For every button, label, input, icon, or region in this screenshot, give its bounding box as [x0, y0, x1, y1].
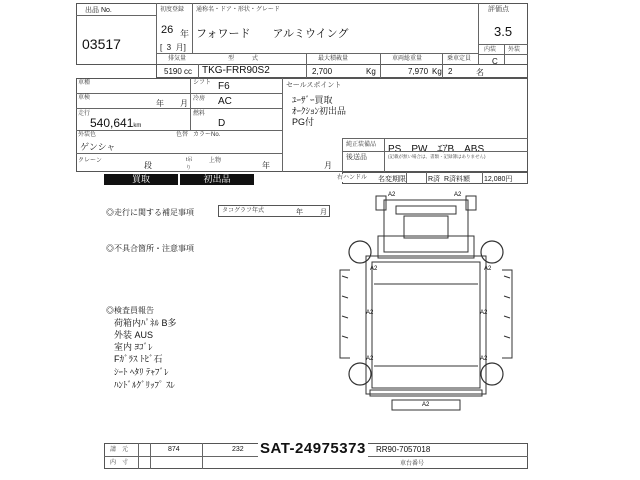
divider [198, 64, 199, 78]
sales-point: ｵｰｸｼｮﾝ初出品 [292, 106, 347, 116]
color-code-label: カラーNo. [193, 132, 221, 138]
truck-diagram [336, 186, 516, 416]
score: 3.5 [494, 24, 513, 39]
displacement-unit: cc [184, 67, 193, 76]
car-name-label: 通称名・ドア・形状・グレード [196, 7, 280, 13]
type-label: 車種 [78, 80, 91, 86]
crane-tsuri: t吊り [186, 157, 193, 171]
capacity-unit: 名 [476, 68, 484, 77]
first-listing-button[interactable]: 初出品 [180, 174, 254, 185]
exterior-grade: C [492, 57, 498, 66]
recycle-label: R済料額 [444, 176, 471, 183]
displacement [164, 67, 192, 76]
tacho-month-unit: 月 [320, 209, 327, 216]
recycle-unit: 円 [505, 176, 513, 183]
capacity: 2 [448, 67, 453, 76]
lift-year-unit: 年 [262, 161, 270, 170]
divider [76, 153, 282, 154]
name-change-label: 名変期限 [378, 176, 406, 183]
max-load-label: 最大積載量 [318, 56, 349, 62]
ext-color: ゲンシャ [80, 142, 116, 152]
sales-point: PG付 [292, 117, 315, 127]
divider [342, 138, 343, 172]
frame-number: RR90-7057018 [376, 445, 431, 454]
inspector-line: ｼｰﾄ ﾍﾀﾘ ﾃｬﾌﾞﾚ [114, 367, 169, 377]
model: TKG-FRR90S2 [202, 65, 270, 76]
divider [156, 3, 157, 65]
exterior-label: 外装 [508, 47, 521, 53]
damage-mark: A2 [388, 192, 396, 198]
mileage [90, 116, 141, 130]
claim-value-1: 874 [168, 446, 180, 453]
sales-title: セールスポイント [286, 82, 342, 89]
mileage-label: 走行 [78, 111, 91, 117]
weight-unit: Kg [432, 67, 442, 76]
damage-mark: A2 [370, 266, 378, 272]
stock-code: SAT-24975373 [260, 440, 366, 457]
inspection-year-unit: 年 [156, 99, 164, 108]
divider [478, 54, 528, 55]
handle-label: 右ハンドル [337, 175, 368, 181]
car-name: フォワード アルミウイング [196, 28, 349, 40]
divider [342, 138, 528, 139]
crane-dan: 段 [144, 161, 152, 170]
reg-month-value: 3 [166, 43, 172, 52]
divider [406, 172, 407, 184]
inner-label: 内 寸 [110, 460, 129, 466]
inspector-line: 室内 ﾖｺﾞﾚ [114, 342, 153, 352]
divider [192, 3, 193, 53]
recycle-amount: 12,080 [484, 176, 506, 183]
max-load-unit: Kg [366, 67, 376, 76]
inspector-title: ◎検査員報告 [106, 306, 154, 315]
displacement-value: 5190 [164, 67, 182, 76]
crane-label: クレーン [78, 158, 102, 164]
mileage-value: 540,641 [90, 116, 134, 130]
divider [380, 53, 381, 78]
divider [282, 78, 283, 172]
inspector-line: 外装 AUS [114, 330, 154, 340]
divider [478, 44, 528, 45]
first-reg-label: 初度登録 [160, 7, 185, 13]
damage-mark: A2 [366, 310, 374, 316]
divider [150, 443, 151, 469]
lot-number: 03517 [82, 36, 121, 52]
claim-label: 請 元 [110, 447, 129, 453]
sales-point: ﾕｰｻﾞｰ買取 [292, 95, 333, 105]
damage-mark: A2 [366, 356, 374, 362]
displacement-label: 排気量 [168, 56, 187, 62]
divider [76, 108, 282, 109]
inspection-month-unit: 月 [180, 99, 188, 108]
tacho-label: タコグラフ年式 [222, 208, 265, 214]
reg-month-unit: 月 [175, 43, 184, 52]
claim-value-2: 232 [232, 446, 244, 453]
divider [342, 151, 528, 152]
ac: AC [218, 96, 232, 107]
lift-month-unit: 月 [324, 161, 332, 170]
recycle-value [484, 174, 512, 184]
score-label: 評価点 [488, 6, 509, 13]
divider [478, 3, 479, 65]
lot-number-label: 出品 No. [85, 7, 112, 14]
rear-note: (記載が無い場合は、書類・記録簿はありません) [388, 154, 486, 159]
divider [384, 138, 385, 172]
divider [202, 443, 203, 469]
inspection-label: 車検 [78, 95, 91, 101]
interior-label: 内装 [484, 47, 497, 53]
reg-year-unit: 年 [180, 29, 190, 39]
r-label: R済 [428, 176, 441, 183]
divider [156, 53, 478, 54]
ext-color-label: 外装色 [78, 132, 97, 138]
reg-year: 26 [161, 24, 174, 36]
damage-mark: A2 [484, 266, 492, 272]
divider [442, 53, 443, 78]
lift-label: 上物 [209, 158, 222, 164]
divider [482, 172, 483, 184]
ac-label: 冷房 [193, 96, 206, 102]
buy-button[interactable]: 買取 [104, 174, 178, 185]
weight: 7,970 [408, 67, 429, 76]
mileage-unit: km [133, 123, 142, 129]
inspector-line: Fｶﾞﾗｽ ﾄﾋﾞ石 [114, 354, 163, 364]
frame-number-label: 車台番号 [400, 461, 425, 467]
divider [138, 443, 139, 469]
damage-mark: A2 [454, 192, 462, 198]
rear-label: 後送品 [346, 154, 367, 161]
tacho-year-unit: 年 [296, 209, 303, 216]
mileage-note: ◎走行に関する補足事項 [106, 208, 194, 217]
fuel-label: 燃料 [193, 111, 206, 117]
inspector-line: ﾊﾝﾄﾞﾙｸﾞﾘｯﾌﾟ ｽﾚ [114, 380, 176, 390]
divider [76, 15, 156, 16]
std-equip: PS PW ｴｱB ABS [388, 144, 485, 155]
damage-mark: A2 [480, 310, 488, 316]
model-label: 型 式 [228, 56, 259, 62]
fuel: D [218, 118, 226, 129]
damage-mark: A2 [422, 402, 430, 408]
divider [426, 172, 427, 184]
divider [306, 53, 307, 78]
max-load: 2,700 [312, 67, 333, 76]
shift-label: シフト [193, 80, 212, 86]
std-equip-label: 純正装備品 [346, 142, 377, 148]
divider [190, 78, 191, 130]
inspector-line: 荷箱内ﾊﾟﾈﾙ B多 [114, 318, 177, 328]
shift: F6 [218, 81, 230, 92]
reg-month: [ 3 月] [160, 43, 186, 52]
weight-label: 車両総重量 [392, 56, 423, 62]
color-no-label: 色替 [176, 132, 189, 138]
capacity-label: 乗車定員 [447, 56, 472, 62]
divider [76, 93, 282, 94]
damage-mark: A2 [480, 356, 488, 362]
defects-title: ◎不具合箇所・注意事項 [106, 244, 194, 253]
